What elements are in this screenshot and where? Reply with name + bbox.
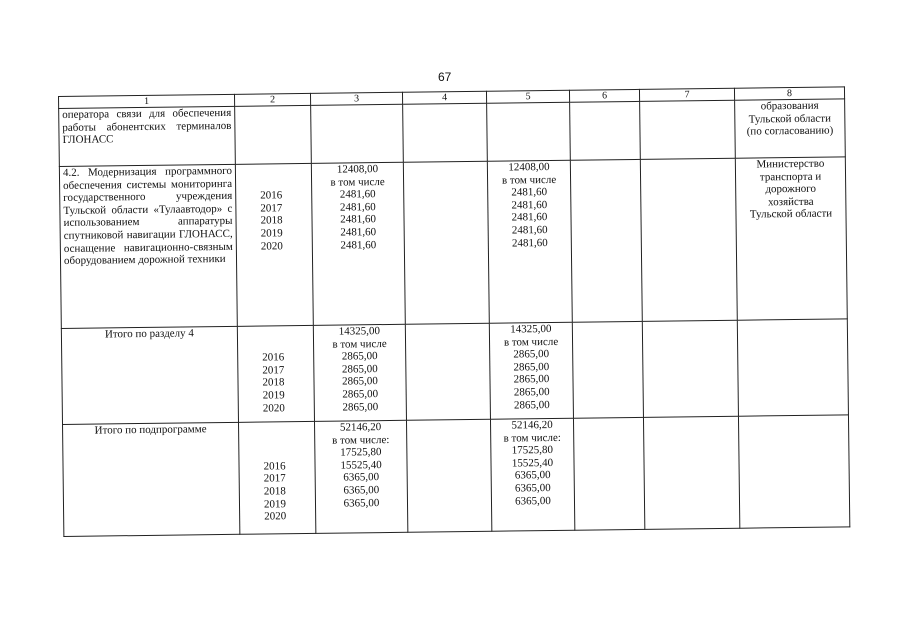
- cell-line: 2481,60: [511, 198, 548, 212]
- cell-line: 6365,00: [343, 484, 380, 497]
- cell-line: [263, 435, 311, 448]
- cell-line: в том числе:: [503, 431, 561, 445]
- table-row: [59, 157, 847, 329]
- empty-cell: [403, 161, 489, 324]
- cell-line: дорожного: [765, 182, 817, 196]
- empty-cell: [406, 419, 491, 532]
- table-row: [63, 415, 850, 537]
- row-description: Итого по разделу 4: [61, 326, 238, 424]
- cell-line: 2865,00: [513, 360, 550, 374]
- cell-line: [260, 177, 308, 190]
- cell-line: 15525,40: [511, 456, 554, 470]
- cell-line: 2019: [260, 227, 283, 240]
- executor-cell: [735, 99, 846, 158]
- cell-line: в том числе: [503, 335, 559, 349]
- cell-line: 2019: [262, 389, 285, 402]
- cell-line: 17525,80: [340, 446, 382, 459]
- cell-line: 2481,60: [340, 226, 377, 239]
- empty-cell: [573, 417, 644, 530]
- years-cell: [237, 325, 314, 422]
- empty-cell: [642, 320, 738, 417]
- header-cell-1: 1: [59, 94, 235, 108]
- cell-line: 2481,60: [340, 213, 376, 226]
- header-cell-2: 2: [234, 93, 310, 106]
- table-row: [59, 99, 846, 167]
- cell-line: 2020: [260, 239, 283, 253]
- cell-line: 2481,60: [511, 211, 548, 224]
- cell-line: 2017: [263, 472, 286, 485]
- cell-line: 2865,00: [341, 350, 378, 363]
- cell-line: (по согласованию): [746, 124, 834, 138]
- cell-line: 2481,60: [339, 188, 376, 201]
- empty-cell: [643, 416, 739, 529]
- header-cell-8: 8: [734, 87, 844, 100]
- page-number: 67: [438, 70, 452, 84]
- cell-line: 2481,60: [511, 186, 548, 199]
- empty-cell: [405, 323, 490, 420]
- header-cell-5: 5: [486, 90, 569, 103]
- executor-cell: [737, 319, 848, 416]
- executor-cell: [735, 157, 847, 320]
- row-description: Итого по подпрограмме: [63, 422, 240, 536]
- cell-line: 14325,00: [510, 322, 552, 336]
- cell-line: 2019: [263, 497, 287, 511]
- cell-line: 52146,20: [511, 418, 553, 432]
- years-cell: [239, 421, 316, 534]
- cell-line: 2018: [260, 214, 283, 227]
- cell-line: [262, 326, 310, 339]
- amount-cell: [313, 324, 406, 421]
- cell-line: 6365,00: [515, 494, 551, 508]
- cell-line: 6365,00: [514, 469, 551, 482]
- amount-cell: [487, 160, 572, 323]
- amount-cell: [489, 322, 573, 419]
- cell-line: 2016: [260, 189, 283, 202]
- cell-line: 52146,20: [339, 421, 382, 434]
- cell-line: транспорта и: [759, 170, 822, 184]
- cell-line: в том числе:: [331, 433, 390, 447]
- cell-line: хозяйства: [768, 195, 814, 209]
- cell-line: 6365,00: [343, 471, 380, 484]
- cell-line: Тульской области: [748, 112, 832, 126]
- table-row: [61, 319, 848, 425]
- cell-line: 12408,00: [508, 161, 550, 174]
- amount-cell: [311, 162, 405, 325]
- cell-line: 6365,00: [514, 481, 551, 495]
- cell-line: 2018: [263, 485, 286, 498]
- empty-cell: [640, 158, 737, 321]
- cell-line: 12408,00: [336, 163, 379, 176]
- cell-line: 2865,00: [513, 348, 550, 361]
- cell-line: 2020: [264, 510, 287, 523]
- header-cell-6: 6: [569, 89, 639, 102]
- cell-line: 14325,00: [338, 325, 381, 338]
- amount-cell: [311, 104, 404, 163]
- years-cell: [235, 163, 313, 326]
- cell-line: в том числе: [330, 175, 385, 189]
- cell-line: в том числе: [501, 173, 557, 187]
- cell-line: 2865,00: [513, 385, 550, 399]
- cell-line: 2016: [263, 460, 286, 473]
- cell-line: в том числе: [332, 337, 387, 351]
- cell-line: 2865,00: [341, 362, 378, 376]
- cell-line: [262, 339, 310, 352]
- cell-line: 2865,00: [342, 388, 379, 401]
- cell-line: 2020: [262, 401, 285, 415]
- empty-cell: [570, 101, 641, 160]
- cell-line: 17525,80: [511, 444, 554, 457]
- cell-line: 2016: [262, 351, 285, 364]
- cell-line: 2865,00: [342, 400, 379, 414]
- years-cell: [235, 105, 312, 164]
- cell-line: [260, 164, 308, 177]
- cell-line: 6365,00: [343, 496, 380, 510]
- row-description: 4.2. Модернизация программного обеспечения системы мониторинга государственного учреждения Тульской области «Тулаавтодор» с использованием аппаратуры спутниковой навигации ГЛОНАСС, оснащение навигационно-связным оборудованием дорожной техники: [59, 164, 237, 328]
- cell-line: [263, 447, 311, 460]
- executor-cell: [738, 415, 849, 528]
- amount-cell: [487, 102, 571, 161]
- cell-line: 2865,00: [513, 398, 550, 412]
- amount-cell: [314, 420, 407, 533]
- cell-line: 2481,60: [340, 238, 377, 252]
- cell-line: 2865,00: [513, 373, 550, 386]
- budget-table: [58, 86, 850, 537]
- empty-cell: [570, 159, 642, 322]
- header-cell-4: 4: [402, 91, 486, 104]
- cell-line: [263, 422, 311, 435]
- cell-line: Министерство: [756, 157, 825, 171]
- header-cell-3: 3: [310, 92, 402, 105]
- amount-cell: [490, 418, 574, 531]
- cell-line: 2481,60: [511, 236, 548, 250]
- empty-cell: [403, 103, 488, 162]
- cell-line: 2018: [262, 376, 285, 389]
- header-cell-7: 7: [639, 88, 734, 101]
- cell-line: 2481,60: [339, 200, 376, 214]
- empty-cell: [572, 321, 643, 418]
- empty-cell: [640, 100, 736, 159]
- cell-line: образования: [760, 99, 819, 113]
- cell-line: 2017: [262, 364, 285, 377]
- cell-line: Тульской области: [749, 207, 833, 221]
- row-description: оператора связи для обеспечения работы абонентских терминалов ГЛОНАСС: [59, 106, 236, 166]
- cell-line: 15525,40: [340, 458, 382, 472]
- cell-line: 2865,00: [342, 375, 378, 388]
- cell-line: 2017: [260, 202, 283, 215]
- cell-line: 2481,60: [511, 223, 548, 237]
